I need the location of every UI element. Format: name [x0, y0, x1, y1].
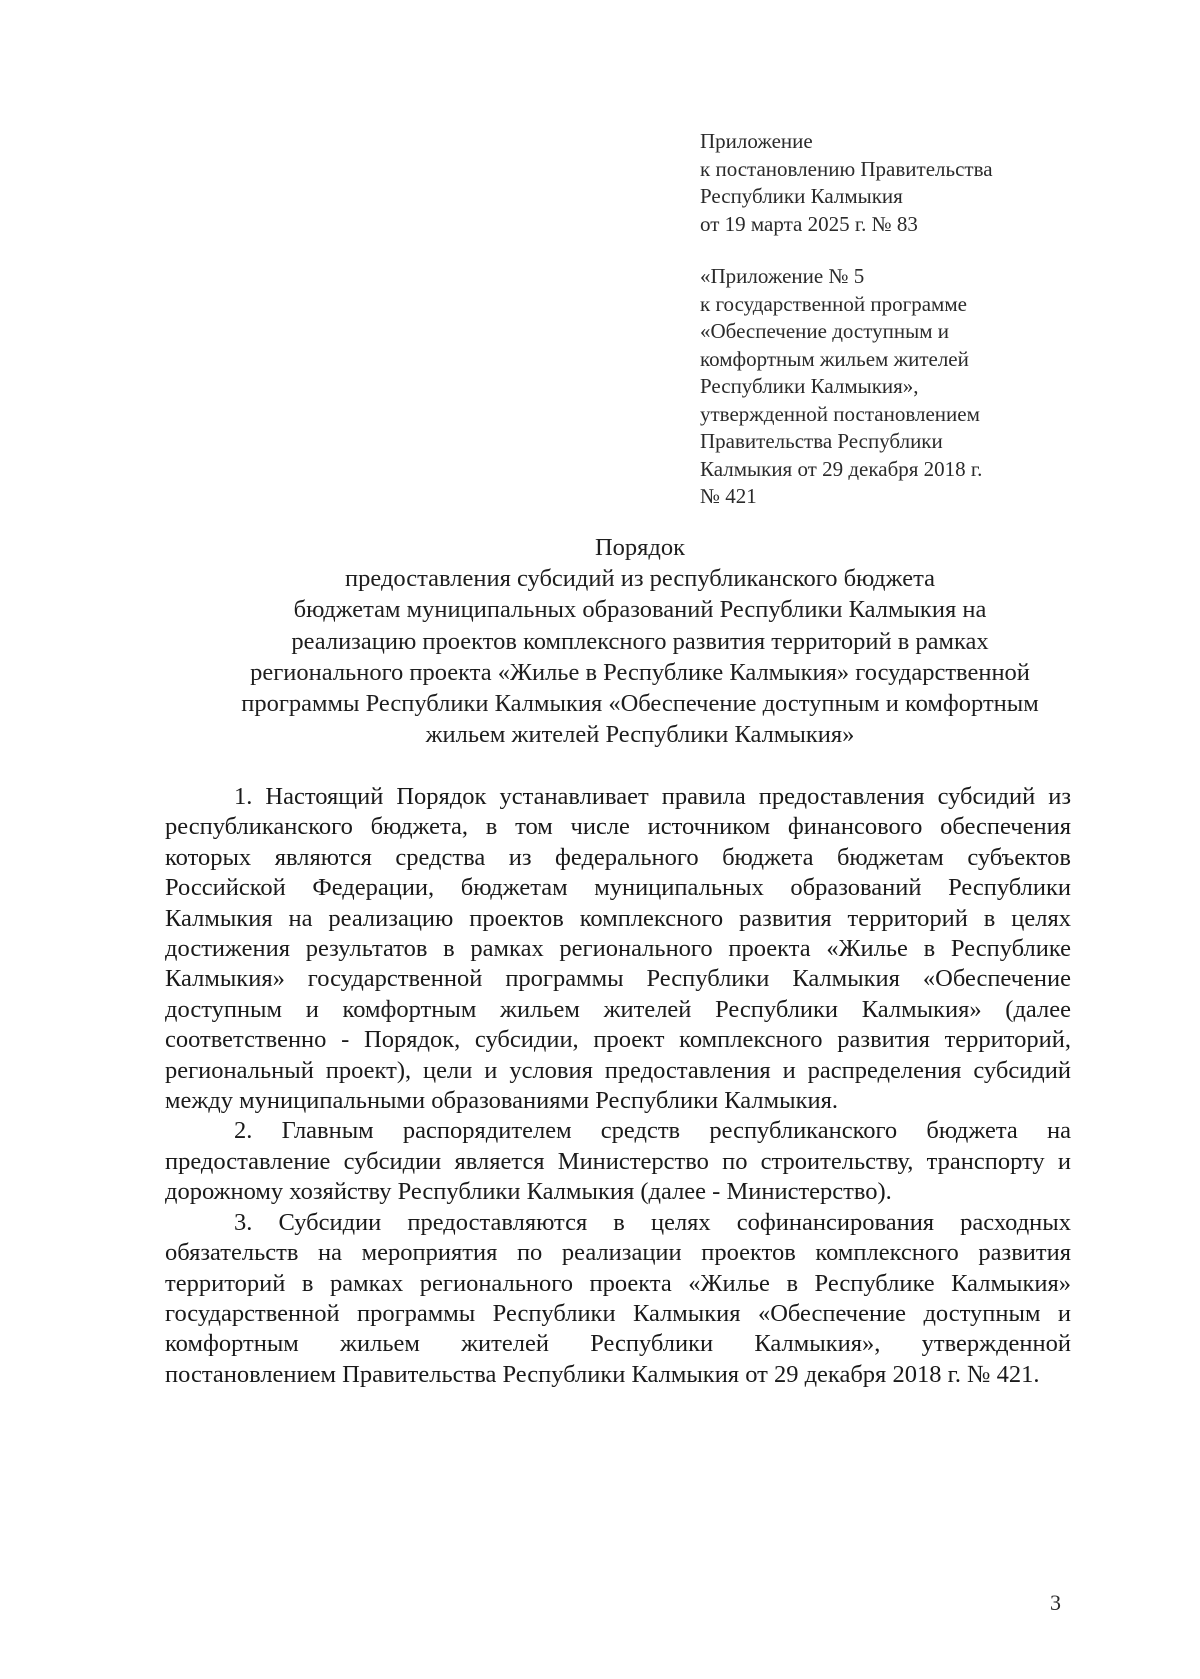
approval-line: Калмыкия от 29 декабря 2018 г. — [700, 456, 983, 481]
title-line: жильем жителей Республики Калмыкия» — [425, 721, 855, 749]
approval-block-program — [700, 263, 982, 511]
approval-line: комфортным жильем жителей — [700, 346, 969, 371]
paragraph-2: 2. Главным распорядителем средств республиканского бюджета на предоставление субсидии является Министерство по строительству, транспорту и дорожному хозяйству Республики Калмыкия (далее - Министерство). — [165, 1117, 1071, 1206]
title-line: бюджетам муниципальных образований Республики Калмыкия на — [293, 596, 987, 624]
approval-line: к постановлению Правительства — [700, 156, 993, 181]
approval-line: утвержденной постановлением — [700, 401, 980, 426]
approval-line: Республики Калмыкия», — [700, 374, 919, 398]
approval-line: «Приложение № 5 — [700, 264, 865, 288]
page-number: 3 — [1050, 1590, 1061, 1615]
approval-line: Республики Калмыкия — [700, 184, 903, 208]
title-line: регионального проекта «Жилье в Республике Калмыкия» государственной — [250, 658, 1030, 686]
paragraph-3: 3. Субсидии предоставляются в целях софинансирования расходных обязательств на мероприятия по реализации проектов комплексного развития территорий в рамках регионального проекта «Жилье в Республике Калмыкия» государственной программы Республики Калмыкия «Обеспечение доступным и комфортным жильем жителей Республики Калмыкия», утвержденной постановлением Правительства Республики Калмыкия от 29 декабря 2018 г. № 421. — [165, 1208, 1071, 1388]
approval-line: к государственной программе — [700, 291, 967, 316]
approval-line: Приложение — [700, 129, 813, 153]
approval-line: «Обеспечение доступным и — [700, 319, 949, 343]
approval-line: от 19 марта 2025 г. № 83 — [700, 211, 918, 236]
approval-line: № 421 — [700, 484, 757, 508]
title-heading: Порядок — [594, 534, 686, 561]
title-line: программы Республики Калмыкия «Обеспечение доступным и комфортным — [241, 690, 1039, 718]
document-title — [140, 532, 1140, 750]
document-body — [165, 782, 1071, 1390]
approval-line: Правительства Республики — [700, 429, 943, 453]
title-line: реализацию проектов комплексного развития территорий в рамках — [291, 627, 989, 655]
paragraph-1: 1. Настоящий Порядок устанавливает правила предоставления субсидий из республиканского бюджета, в том числе источником финансового обеспечения которых являются средства из федерального бюджета бюджетам субъектов Российской Федерации, бюджетам муниципальных образований Республики Калмыкия на реализацию проектов комплексного развития территорий в целях достижения результатов в рамках регионального проекта «Жилье в Республике Калмыкия» государственной программы Республики Калмыкия «Обеспечение доступным и комфортным жильем жителей Республики Калмыкия» (далее соответственно - Порядок, субсидии, проект комплексного развития территорий, региональный проект), цели и условия предоставления и распределения субсидий между муниципальными образованиями Республики Калмыкия. — [165, 783, 1071, 1115]
approval-block-decree — [700, 128, 993, 238]
title-line: предоставления субсидий из республиканского бюджета — [345, 565, 935, 593]
